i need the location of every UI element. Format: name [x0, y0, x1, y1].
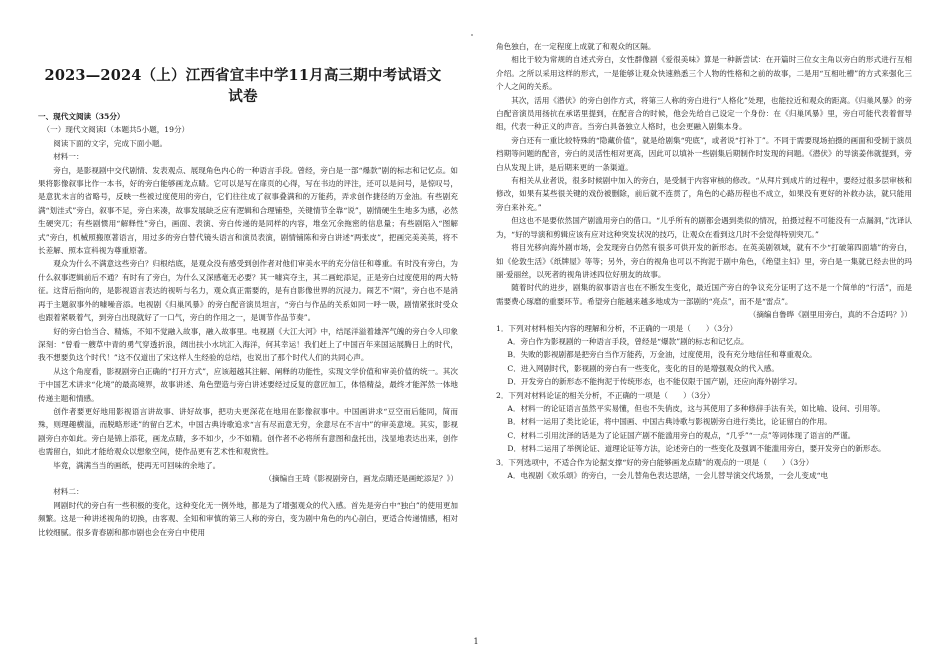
subsection-heading: （一）现代文阅读Ⅰ（本题共5小题，19分） [42, 125, 190, 135]
question-1-option-d: D．开发旁白的新形态不能拘泥于传统形态，也不能仅限于国产剧，还应向海外剧学习。 [507, 377, 803, 387]
material-two-paragraph: 角色独白，在一定程度上成就了和观众的区隔。 [496, 42, 656, 51]
material-two-paragraph: 随着时代的进步，剧集的叙事语言也在不断发生变化，最近国产旁白的争议充分证明了这不是一个简单的“行活”，而是需要费心琢磨的重要环节。希望旁白能越来越多地成为一部剧的“亮点”，而不是“雷点”。 [496, 283, 912, 306]
question-2-option-c: C．材料二引用沈泽的话是为了论证国产剧不能滥用旁白的观点，“几乎”“一点”等词体现了语言的严谨。 [507, 430, 856, 440]
instruction-text: 阅读下面的文字，完成下面小题。 [53, 138, 168, 148]
material-one-label: 材料一： [53, 152, 84, 162]
material-two-paragraph: 网剧时代的旁白有一些积极的变化，这种变化无一例外地，都是为了增强观众的代入感。首先是旁白中“独白”的使用更加频繁。这是一种讲述视角的切换，由客观、全知和审慎的第三人称的旁白，变为剧中角色的内心剖白，更适合传递情感，相对比较细腻。很多青春剧和都市剧也会在旁白中使用 [38, 500, 458, 537]
material-two-source: （摘编自鲁晔《剧里用旁白，真的不合适吗？》） [748, 310, 912, 320]
page-number: 1 [473, 637, 479, 646]
material-one-paragraph: 旁白，是影视剧中交代剧情、发表观点、展现角色内心的一种语言手段。曾经，旁白是一部“爆款”剧的标志和记忆点。如果将影像叙事比作一本书，好的旁白能够画龙点睛。它可以是写在扉页的心得，写在书边的评注，还可以是问号，是惊叹号，是意犹未言的省略号，反映一些被过度使用的旁白，它们往往成了叙事叠满和的万能药，弄求创作捷径的万金油。有些剧充满“划洼式”旁白，叙事不足，旁白来凑，故事发展缺乏应有逻辑和合理铺垫，关键情节全靠“说”，剧情硬生生地多为感，必然生硬突兀；有些剧惯用“解释性”旁白，画面、表演、旁白传递的是同样的内容，堆垒冗余拖密的信息量；有些剧陷入“图解式”旁白，机械照搬原著语言，用过多的旁白替代镜头语言和演员表演，剧情铺陈和旁白讲述“两张皮”，把画完美美英，将不长差解、照本宣科视为尊重原著。 [38, 165, 458, 256]
question-1-option-c: C．进入网剧时代，影视剧的旁白有一些变化，变化的目的是增强观众的代入感。 [507, 363, 779, 373]
question-1: 1．下列对材料相关内容的理解和分析，不正确的一项是（ ）（3分） [496, 323, 738, 333]
material-two-paragraph: 将目光移向海外剧市场，会发现旁白仍然有很多可供开发的新形态。在英美剧领域，就有不少“打破第四面墙”的旁白，如《伦敦生活》《纸牌屋》等等；另外，旁白的视角也可以不拘泥于剧中角色，《绝望主妇》里，旁白是一集就已经去世的玛丽·爱丽丝，以死者的视角讲述四位好朋友的故事。 [496, 243, 912, 279]
question-2-option-b: B．材料一运用了类比论证，将中国画、中国古典诗歌与影视剧旁白进行类比，论证留白的作用。 [507, 417, 832, 427]
question-1-option-a: A．旁白作为影视剧的一种语言手段，曾经是“爆款”剧的标志和记忆点。 [507, 336, 749, 346]
material-one-paragraph: 观众为什么不满意这些旁白？归根结底，是观众没有感受到创作者对他们审美水平的充分信任和尊重。有时没有旁白，为什么叙事逻辑前后不通？有时有了旁白，为什么又深感毫无必要？其一噱宾夺主，其二画蛇添足，正是旁白过度使用的两大特征。这背后指向的，是影视语言表达的视听与名力，观众真正需要的，是有自影像世界的沉浸力。闹艺不“闹”，旁白也不是消再于主题叙事外的噱噪音添。电视剧《归巢风暴》的旁白配音演员坦言，“旁白与作品的关系如同一呼一吸，剧情紧张时受众也跟着紧吸着气，到旁白出现就好了一口气，旁白的作用之一，是调节作品节奏”。 [38, 259, 458, 323]
question-3-option-a: A．电视剧《欢乐颂》的旁白，一会儿替角色表达思绪，一会儿替导演交代场景，一会儿变成“电 [507, 471, 829, 480]
material-one-source: （摘编自王琦《影视剧旁白，画龙点睛还是画蛇添足？》） [264, 473, 458, 483]
exam-title: 2023—2024（上）江西省宜丰中学11月高三期中考试语文试卷 [44, 67, 442, 105]
question-2-option-a: A．材料一的论证语言虽然平实易懂，但也不失俏皮，这与其使用了多种修辞手法有关，如比喻、设问、引用等。 [507, 403, 885, 413]
question-2: 2．下列对材料论证的相关分析，不正确的一项是（ ）（3分） [496, 390, 715, 400]
material-two-label: 材料二： [53, 487, 84, 497]
left-column [38, 110, 458, 539]
question-3: 3．下列选项中，不适合作为论据支撑“好的旁白能够画龙点睛”的观点的一项是（ ）（3分） [496, 457, 814, 467]
right-column [496, 40, 912, 482]
section-heading: 一、现代文阅读（35分） [38, 112, 125, 121]
question-2-option-d: D．材料二运用了举例论证、道理论证等方法，论述旁白的一些变化及强调不能滥用旁白，要开发旁白的新形态。 [507, 444, 886, 454]
material-one-paragraph: 创作者要更好地用影视语言讲故事、讲好故事，把功夫更深花在地用在影像叙事中。中国画讲求“豆空而后能同，简而殊，则理趣横溢，而脱略形迹”的留白艺术，中国古典诗歌追求“言有尽而意无穷，余意尽在不言中”的审美意境。其实，影视剧旁白亦如此。旁白是锦上添花，画龙点睛，多不如少，少不如精。创作者不必将所有意图和盘托出，浅显地表达出来，创作也需留白，如此才能给观众以想象空间，使作品更有艺术性和观赏性。 [38, 406, 458, 457]
material-two-paragraph: 相比于较为常规的自述式旁白，女性群像剧《爱很美味》算是一种新尝试：在开篇时三位女主角以旁白的形式进行互相介绍。之所以采用这样的形式，一是能够让观众快速熟悉三个人物的性格和之前的故事，二是用“互相吐槽”的方式来强化三个人之间的关系。 [496, 55, 912, 92]
material-two-paragraph: 其次，活用《潜伏》的旁白创作方式，将第三人称的旁白进行“人格化”处理，也能拉近和观众的距离。《归巢风暴》的旁白配音演员用扬抗在承诺里提到，在配音合的时候，他会先给自己设定一个身份：在《归巢风暴》里，旁白可能代表着督导组，代表一种正义的声音。当旁白具备独立人格时，也会更融入剧集本身。 [496, 95, 912, 132]
material-one-paragraph: 从这个角度看，影视剧旁白正确的“打开方式”，应该超越其注解、阐释的功能性，实现文学价值和审美价值的统一。其次于中国艺术讲求“化境”的最高境界，故事讲述、角色塑造与旁白讲述要经过反复的意匠加工，体悟精益，最终才能浑然一体地传递主题和情感。 [38, 366, 458, 403]
question-1-option-b: B．失败的影视剧都是把旁白当作万能药，万金油，过度使用，没有充分地信任和尊重观众。 [507, 350, 817, 360]
material-one-paragraph: 毕竟，满满当当的画纸，使再无可回味的余地了。 [53, 460, 221, 470]
material-two-paragraph: 但这也不是要依然国产剧滥用旁白的借口。“儿乎所有的剧都会遇到类似的情况，拍摄过程不可能没有一点漏洞，”沈译认为，“好的导演和剪辑应该有应对这种突发状况的技巧，让观众在看到这几时不会觉得特别突兀。” [496, 216, 912, 239]
material-two-paragraph: 有相关从业者说，很多时候剧中加入的旁白，是受制于内容审核的修改。“从拜片到成片的过程中，要经过很多层审核和修改，如果有某些很关键的戏份被删除，前后就不连贯了，角色的心路历程也不成立，如果没有更好的补救办法，就只能用旁白来补充。” [496, 176, 912, 212]
material-one-paragraph: 好的旁白恰当合、精炼，不知不觉融入故事，融入故事里。电视剧《大江大河》中，结尾洋溢着雄浑气魄的旁白令人印象深刻：“曾看一艘草中青的勇气穿透折浪，阔出扶小水坑汇入海洋，何其幸运！我们赶上了中国百年来国运展腾日上的时代，我不想要负这个时代！”这不仅道出了宋这样人生经验的总结，也说出了那个时代人们的共同心声。 [38, 326, 458, 363]
material-two-paragraph: 旁白还有一重比较特殊的“隐藏价值”，就是给剧集“兜底”，或者说“打补丁”。不同于需要现场拍摄的画面和受制于演员档期等问题的配音，旁白的灵活性相对更高，因此可以填补一些剧集后期制作时发现的问题。《潜伏》的导演姜伟就提到，旁白从发现上讲，是后期来更的一条渠道。 [496, 135, 912, 172]
page-mark [471, 34, 473, 36]
